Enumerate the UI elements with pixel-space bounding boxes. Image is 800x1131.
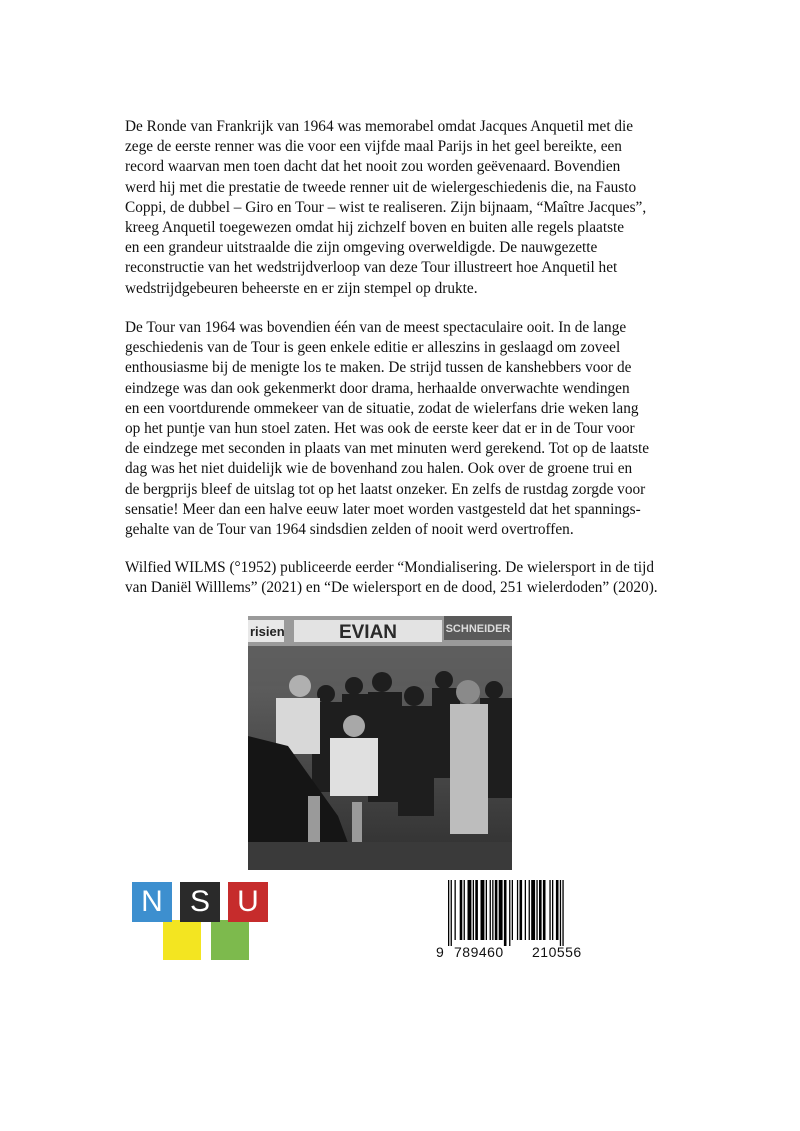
official-figure: [450, 704, 488, 834]
barcode-bar: [539, 880, 542, 940]
logo-green-square: [211, 920, 249, 960]
text-line: sensatie! Meer dan een halve eeuw later moet worden vastgesteld dat het spannings-: [125, 500, 641, 518]
text-line: enthousiasme bij de menigte los te maken. De strijd tussen de kanshebbers voor de: [125, 359, 632, 377]
text-line: eindzege was dan ook gekenmerkt door drama, herhaalde onverwachte wendingen: [125, 379, 630, 397]
text-line: Wilfied WILMS (°1952) publiceerde eerder “Mondialisering. De wielersport in de tijd: [125, 559, 654, 576]
barcode-bar: [531, 880, 535, 940]
barcode-bar: [490, 880, 491, 940]
logo-letter-n: N: [132, 882, 172, 922]
text-line: op het puntje van hun stoel zaten. Het was ook de eerste keer dat er in de Tour voor: [125, 420, 635, 438]
text-line: Coppi, de dubbel – Giro en Tour – wist te realiseren. Zijn bijnaam, “Maître Jacques”,: [125, 198, 647, 216]
barcode-bar: [499, 880, 503, 940]
barcode-bar: [517, 880, 518, 940]
barcode-bar: [543, 880, 546, 940]
barcode-bar: [556, 880, 559, 940]
barcode-bar: [460, 880, 463, 940]
barcode-bar: [525, 880, 526, 940]
barcode-bar: [495, 880, 498, 940]
barcode-bar: [552, 880, 553, 940]
text-line: zege de eerste renner was die voor een vijfde maal Parijs in het geel bereikte, een: [125, 138, 622, 156]
paragraph-author-bio: [125, 558, 695, 598]
text-line: werd hij met die prestatie de tweede renner uit de wielergeschiedenis die, na Fausto: [125, 178, 637, 196]
barcode-bar: [451, 880, 452, 946]
logo-letter-s: S: [180, 882, 220, 922]
barcode-group-1: 789460: [454, 944, 504, 960]
barcode-bar: [464, 880, 465, 940]
logo-letter-u: U: [228, 882, 268, 922]
barcode-bar: [512, 880, 513, 940]
nsu-logo: [132, 882, 274, 960]
barcode-bar: [448, 880, 449, 946]
text-line: en een grandeur uitstraalde die zijn omgeving overweldigde. De nauwgezette: [125, 239, 598, 257]
barcode-bar: [492, 880, 493, 940]
paragraph-intro: [125, 117, 695, 299]
barcode-bar: [560, 880, 561, 946]
cyclist-jersey: [330, 738, 378, 796]
barcode-bar: [536, 880, 537, 940]
text-line: van Daniël Willlems” (2021) en “De wielersport en de dood, 251 wielerdoden” (2020).: [125, 579, 658, 597]
banner-text-right: SCHNEIDER: [445, 623, 511, 635]
text-line: kreeg Anquetil toegewezen omdat hij zichzelf boven en buiten alle regels plaatste: [125, 219, 625, 237]
barcode-bar: [468, 880, 472, 940]
text-line: De Tour van 1964 was bovendien één van de meest spectaculaire ooit. In de lange: [125, 319, 627, 336]
text-line: reconstructie van het wedstrijdverloop van deze Tour illustreert hoe Anquetil het: [125, 259, 618, 277]
photo-illustration: [248, 616, 512, 870]
cover-photo: [248, 616, 512, 870]
barcode-bar: [529, 880, 530, 940]
barcode-bar: [562, 880, 563, 946]
text-line: record waarvan men toen dacht dat het nooit zou worden geëvenaard. Bovendien: [125, 158, 621, 176]
text-line: geschiedenis van de Tour is geen enkele editie er alleszins in geslaagd om zoveel: [125, 339, 621, 357]
barcode-bar: [473, 880, 474, 940]
text-line: de bergprijs bleef de uitslag tot op het laatst onzeker. En zelfs de rustdag zorgde voor: [125, 480, 646, 498]
barcode-bar: [486, 880, 487, 940]
barcode-bar: [475, 880, 478, 940]
barcode-bar: [520, 880, 523, 940]
text-line: wedstrijdgebeuren beheerste en er zijn stempel op drukte.: [125, 279, 478, 297]
barcode-lead-digit: 9: [436, 944, 445, 960]
paragraph-tour-1964: [125, 318, 695, 540]
isbn-barcode: [436, 880, 606, 964]
text-line: en een voortdurende ommekeer van de situatie, zodat de wielerfans drie weken lang: [125, 399, 639, 417]
text-line: De Ronde van Frankrijk van 1964 was memorabel omdat Jacques Anquetil met die: [125, 118, 634, 135]
barcode-bar: [455, 880, 456, 940]
barcode-group-2: 210556: [532, 944, 582, 960]
banner-text-left: risien: [250, 624, 285, 639]
barcode-bar: [549, 880, 550, 940]
text-line: gehalte van de Tour van 1964 sindsdien zelden of nooit werd overtroffen.: [125, 521, 574, 539]
barcode-bar: [509, 880, 510, 946]
text-line: dag was het niet duidelijk wie de bovenhand zou halen. Ook over de groene trui en: [125, 460, 633, 478]
banner-text-evian: EVIAN: [338, 622, 398, 643]
text-line: de eindzege met seconden in plaats van met minuten werd gerekend. Tot op de laatste: [125, 440, 650, 458]
barcode-bars: [436, 880, 606, 946]
barcode-bar: [481, 880, 485, 940]
logo-yellow-square: [163, 920, 201, 960]
barcode-bar: [504, 880, 507, 946]
